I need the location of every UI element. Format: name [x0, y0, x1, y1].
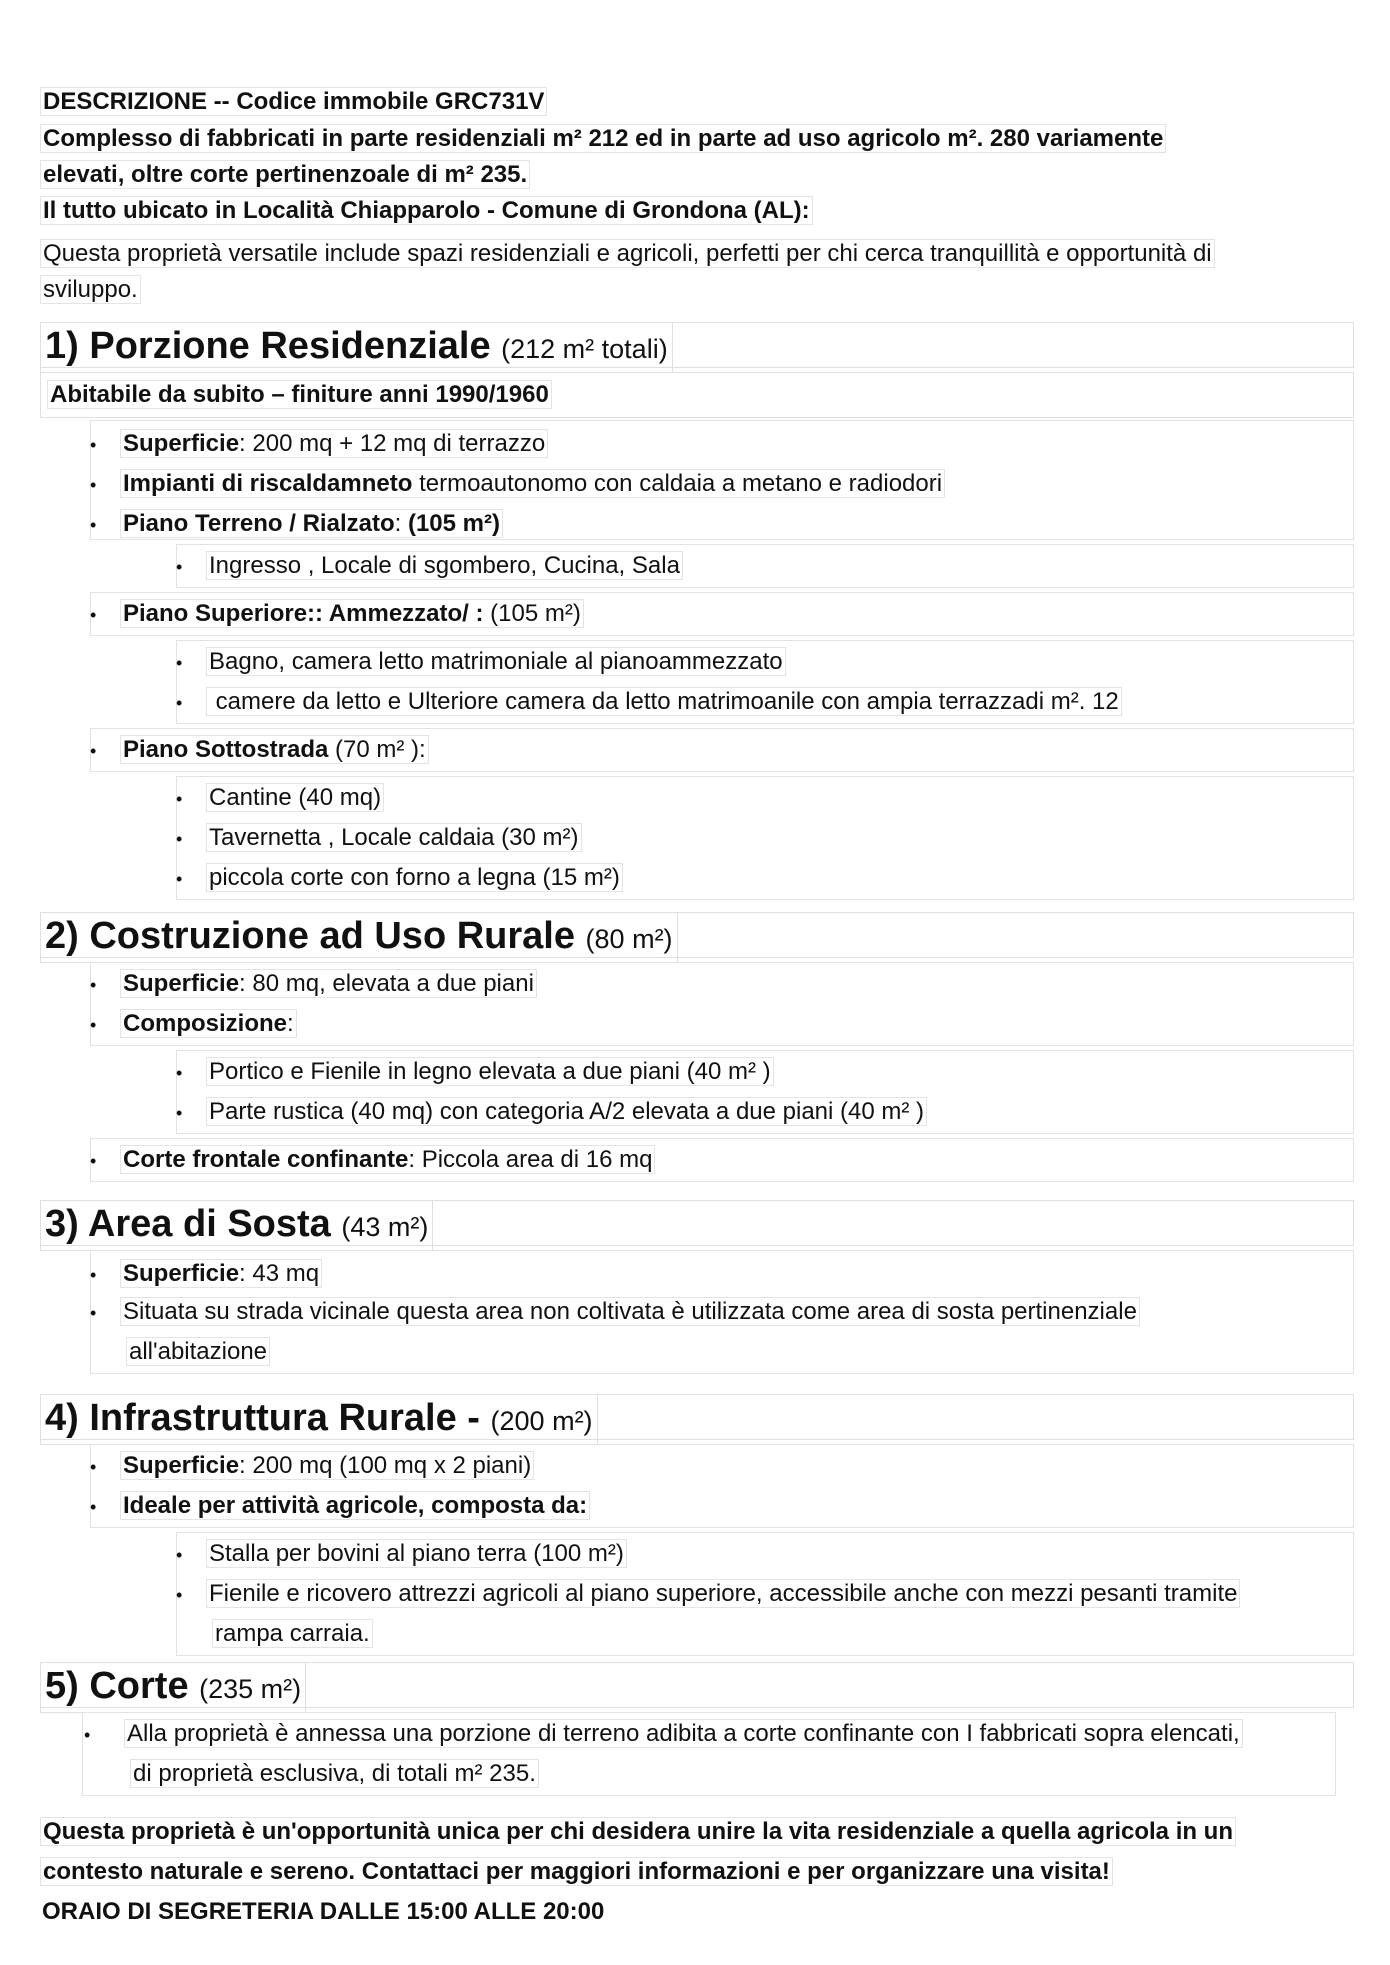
bullet-icon: •: [90, 741, 97, 761]
list-item-continuation: di proprietà esclusiva, di totali m² 235.: [130, 1754, 539, 1794]
section-4-heading: [40, 1394, 598, 1445]
list-item: • Fienile e ricovero attrezzi agricoli al piano superiore, accessibile anche con mezzi pesanti tramite: [176, 1574, 1240, 1614]
list-item: • Impianti di riscaldamneto termoautonomo con caldaia a metano e radiodori: [90, 464, 945, 504]
bullet-icon: •: [90, 1151, 97, 1171]
header-description-line: Complesso di fabbricati in parte residenziali m² 212 ed in parte ad uso agricolo m². 280 variamente: [40, 121, 1166, 157]
section-2-heading: [40, 912, 678, 963]
intro-paragraph-line-2: sviluppo.: [40, 272, 141, 308]
bullet-icon: •: [90, 1015, 97, 1035]
bullet-icon: •: [90, 475, 97, 495]
list-item: • Situata su strada vicinale questa area non coltivata è utilizzata come area di sosta pertinenziale: [90, 1292, 1140, 1332]
bullet-icon: •: [176, 1063, 183, 1083]
bullet-icon: •: [90, 975, 97, 995]
list-item: • Superficie: 200 mq + 12 mq di terrazzo: [90, 424, 548, 464]
bullet-icon: •: [176, 653, 183, 673]
bullet-icon: •: [90, 1457, 97, 1477]
list-item: • piccola corte con forno a legna (15 m²): [176, 858, 623, 898]
intro-paragraph-line-1: Questa proprietà versatile include spazi residenziali e agricoli, perfetti per chi cerca tranquillità e opportunità di: [40, 236, 1215, 272]
list-item: • Superficie: 43 mq: [90, 1254, 322, 1294]
list-item: • Superficie: 80 mq, elevata a due piani: [90, 964, 537, 1004]
bullet-icon: •: [176, 789, 183, 809]
bullet-icon: •: [176, 869, 183, 889]
list-item: • Piano Terreno / Rialzato: (105 m²): [90, 504, 503, 544]
bullet-icon: •: [176, 557, 183, 577]
list-item: • Composizione:: [90, 1004, 297, 1044]
bullet-icon: •: [176, 1103, 183, 1123]
bullet-icon: •: [176, 1545, 183, 1565]
header-description-line-2: elevati, oltre corte pertinenzoale di m² 235.: [40, 157, 530, 193]
list-item: • Piano Superiore:: Ammezzato/ : (105 m²): [90, 594, 584, 634]
bullet-icon: •: [84, 1725, 91, 1745]
list-item: • Cantine (40 mq): [176, 778, 384, 818]
bullet-icon: •: [176, 1585, 183, 1605]
list-item: • Alla proprietà è annessa una porzione di terreno adibita a corte confinante con I fabbricati sopra elencati,: [84, 1714, 1243, 1754]
list-item: • Portico e Fienile in legno elevata a due piani (40 m² ): [176, 1052, 774, 1092]
bullet-icon: •: [176, 829, 183, 849]
list-item: • Stalla per bovini al piano terra (100 m²): [176, 1534, 627, 1574]
section-3-heading: [40, 1200, 433, 1251]
header-code-line: DESCRIZIONE -- Codice immobile GRC731V: [40, 84, 547, 120]
section-3-title: 3) Area di Sosta: [45, 1203, 331, 1245]
list-item: • Piano Sottostrada (70 m² ):: [90, 730, 429, 770]
list-item: • camere da letto e Ulteriore camera da letto matrimoanile con ampia terrazzadi m². 12: [176, 682, 1122, 722]
office-hours: ORAIO DI SEGRETERIA DALLE 15:00 ALLE 20:00: [42, 1898, 605, 1925]
header-location-line: Il tutto ubicato in Località Chiapparolo - Comune di Grondona (AL):: [40, 193, 813, 229]
section-5-area: (235 m²): [199, 1674, 302, 1704]
bullet-icon: •: [90, 435, 97, 455]
bullet-icon: •: [90, 1303, 97, 1323]
section-3-area: (43 m²): [341, 1212, 429, 1242]
bullet-icon: •: [90, 1497, 97, 1517]
section-5-heading: [40, 1662, 306, 1713]
list-item: • Bagno, camera letto matrimoniale al pianoammezzato: [176, 642, 786, 682]
bullet-icon: •: [176, 693, 183, 713]
list-item: • Corte frontale confinante: Piccola area di 16 mq: [90, 1140, 655, 1180]
section-2-area: (80 m²): [585, 924, 673, 954]
closing-line-2: contesto naturale e sereno. Contattaci per maggiori informazioni e per organizzare una visita!: [40, 1852, 1113, 1892]
section-1-area: (212 m² totali): [501, 334, 668, 364]
list-item-continuation: rampa carraia.: [212, 1614, 373, 1654]
bullet-icon: •: [90, 1265, 97, 1285]
section-1-heading: [40, 322, 673, 373]
closing-line-1: Questa proprietà è un'opportunità unica per chi desidera unire la vita residenziale a quella agricola in un: [40, 1812, 1236, 1852]
list-item: • Ingresso , Locale di sgombero, Cucina, Sala: [176, 546, 683, 586]
list-item: • Ideale per attività agricole, composta da:: [90, 1486, 590, 1526]
section-2-title: 2) Costruzione ad Uso Rurale: [45, 915, 575, 957]
list-item-continuation: all'abitazione: [126, 1332, 270, 1372]
section-5-title: 5) Corte: [45, 1665, 189, 1707]
section-4-title: 4) Infrastruttura Rurale -: [45, 1397, 480, 1439]
list-item: • Superficie: 200 mq (100 mq x 2 piani): [90, 1446, 534, 1486]
bullet-icon: •: [90, 605, 97, 625]
section-1-subtitle: Abitabile da subito – finiture anni 1990/1960: [40, 372, 1354, 418]
section-4-area: (200 m²): [490, 1406, 593, 1436]
list-item: • Tavernetta , Locale caldaia (30 m²): [176, 818, 582, 858]
list-item: • Parte rustica (40 mq) con categoria A/2 elevata a due piani (40 m² ): [176, 1092, 927, 1132]
bullet-icon: •: [90, 515, 97, 535]
section-1-title: 1) Porzione Residenziale: [45, 325, 491, 367]
